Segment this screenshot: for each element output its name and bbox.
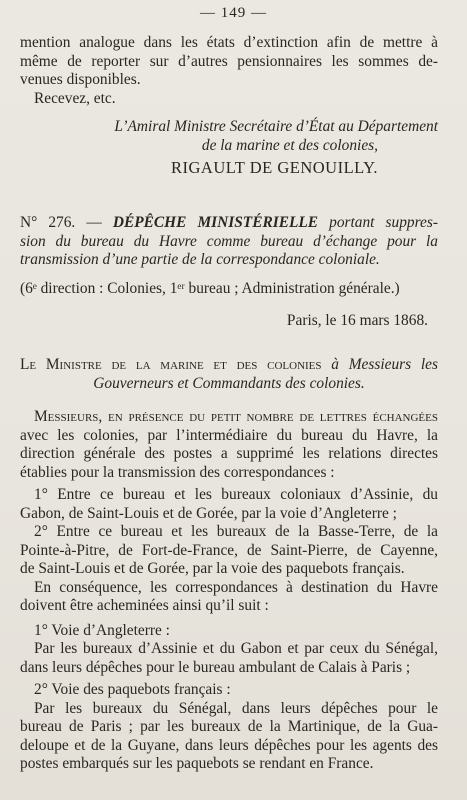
- signatory-title-cont: de la marine et des colonies,: [201, 136, 378, 154]
- dispatch-date: Paris, le 16 mars 1868.: [286, 312, 428, 329]
- route-line: Par les bureaux d’Assinie et du Gabon et par ceux du Sénégal,: [34, 640, 438, 657]
- body-line: avec les colonies, par l’intermédiaire du bureau du Havre, la: [20, 426, 438, 444]
- text-line: même de reporter sur d’autres pensionnaires les sommes de-: [20, 52, 438, 70]
- list-item: 1° Entre ce bureau et les bureaux coloniaux d’Assinie, du: [34, 486, 438, 503]
- list-item: 2° Entre ce bureau et les bureaux de la Basse-Terre, de la: [34, 523, 438, 540]
- closing-formula: Recevez, etc.: [34, 89, 116, 107]
- route-title: 2° Voie des paquebots français :: [34, 681, 231, 698]
- dispatch-number: N° 276. —: [20, 214, 102, 231]
- dispatch-subject-line: sion du bureau du Havre comme bureau d’échange pour la: [20, 232, 438, 250]
- signatory-title: L’Amiral Ministre Secrétaire d’État au Département: [114, 118, 438, 135]
- route-line: Par les bureaux du Sénégal, dans leurs dépêches pour le: [34, 699, 438, 717]
- signatory-name: RIGAULT DE GENOUILLY.: [171, 158, 378, 177]
- route-line: deloupe et de la Guyane, dans leurs dépêches pour les agents des: [20, 736, 438, 754]
- route-line: postes embarqués sur les paquebots se rendant en France.: [20, 755, 374, 772]
- list-item: de Saint-Louis et de Gorée, par la voie des paquebots français.: [20, 560, 405, 577]
- address-recipient-line: Gouverneurs et Commandants des colonies.: [93, 374, 365, 392]
- list-item: Pointe-à-Pitre, de Fort-de-France, de Saint-Pierre, de Cayenne,: [20, 541, 438, 559]
- signature-block: [20, 118, 438, 178]
- address-block: [20, 356, 438, 393]
- body-line: établies pour la transmission des correspondances :: [20, 463, 335, 481]
- route-line: bureau de Paris ; par les bureaux de la Martinique, de la Gua-: [20, 718, 438, 735]
- list-item: Gabon, de Saint-Louis et de Gorée, par la voie d’Angleterre ;: [20, 504, 397, 522]
- dispatch-direction: (6ᵉ direction : Colonies, 1ᵉʳ bureau ; Administration générale.): [20, 279, 400, 297]
- address-sender: Le Ministre de la marine et des colonies: [20, 356, 322, 373]
- text-line: mention analogue dans les états d’extinction afin de mettre à: [20, 34, 438, 51]
- address-recipient: à Messieurs les: [331, 356, 438, 373]
- dispatch-type: DÉPÊCHE MINISTÉRIELLE: [112, 214, 319, 231]
- body-line: direction générale des postes a supprimé les relations directes: [20, 445, 438, 462]
- continuation-paragraph: [20, 34, 438, 108]
- dispatch-heading: [20, 214, 438, 331]
- dispatch-subject: portant suppres-: [329, 214, 438, 231]
- route-line: dans leurs dépêches pour le bureau ambulant de Calais à Paris ;: [20, 658, 411, 676]
- address-line: [20, 356, 438, 375]
- dispatch-subject-line: transmission d’une partie de la correspondance coloniale.: [20, 251, 380, 268]
- route-title: 1° Voie d’Angleterre :: [34, 621, 170, 639]
- text-line: venues disponibles.: [20, 71, 141, 88]
- page-number: — 149 —: [200, 5, 267, 21]
- body-line: doivent être acheminées ainsi qu’il suit :: [20, 597, 269, 614]
- body-line: Messieurs, en présence du petit nombre de lettres échangées: [34, 408, 438, 425]
- letter-body: [20, 408, 438, 774]
- body-line: En conséquence, les correspondances à destination du Havre: [34, 578, 438, 596]
- dispatch-heading-line: [20, 214, 438, 233]
